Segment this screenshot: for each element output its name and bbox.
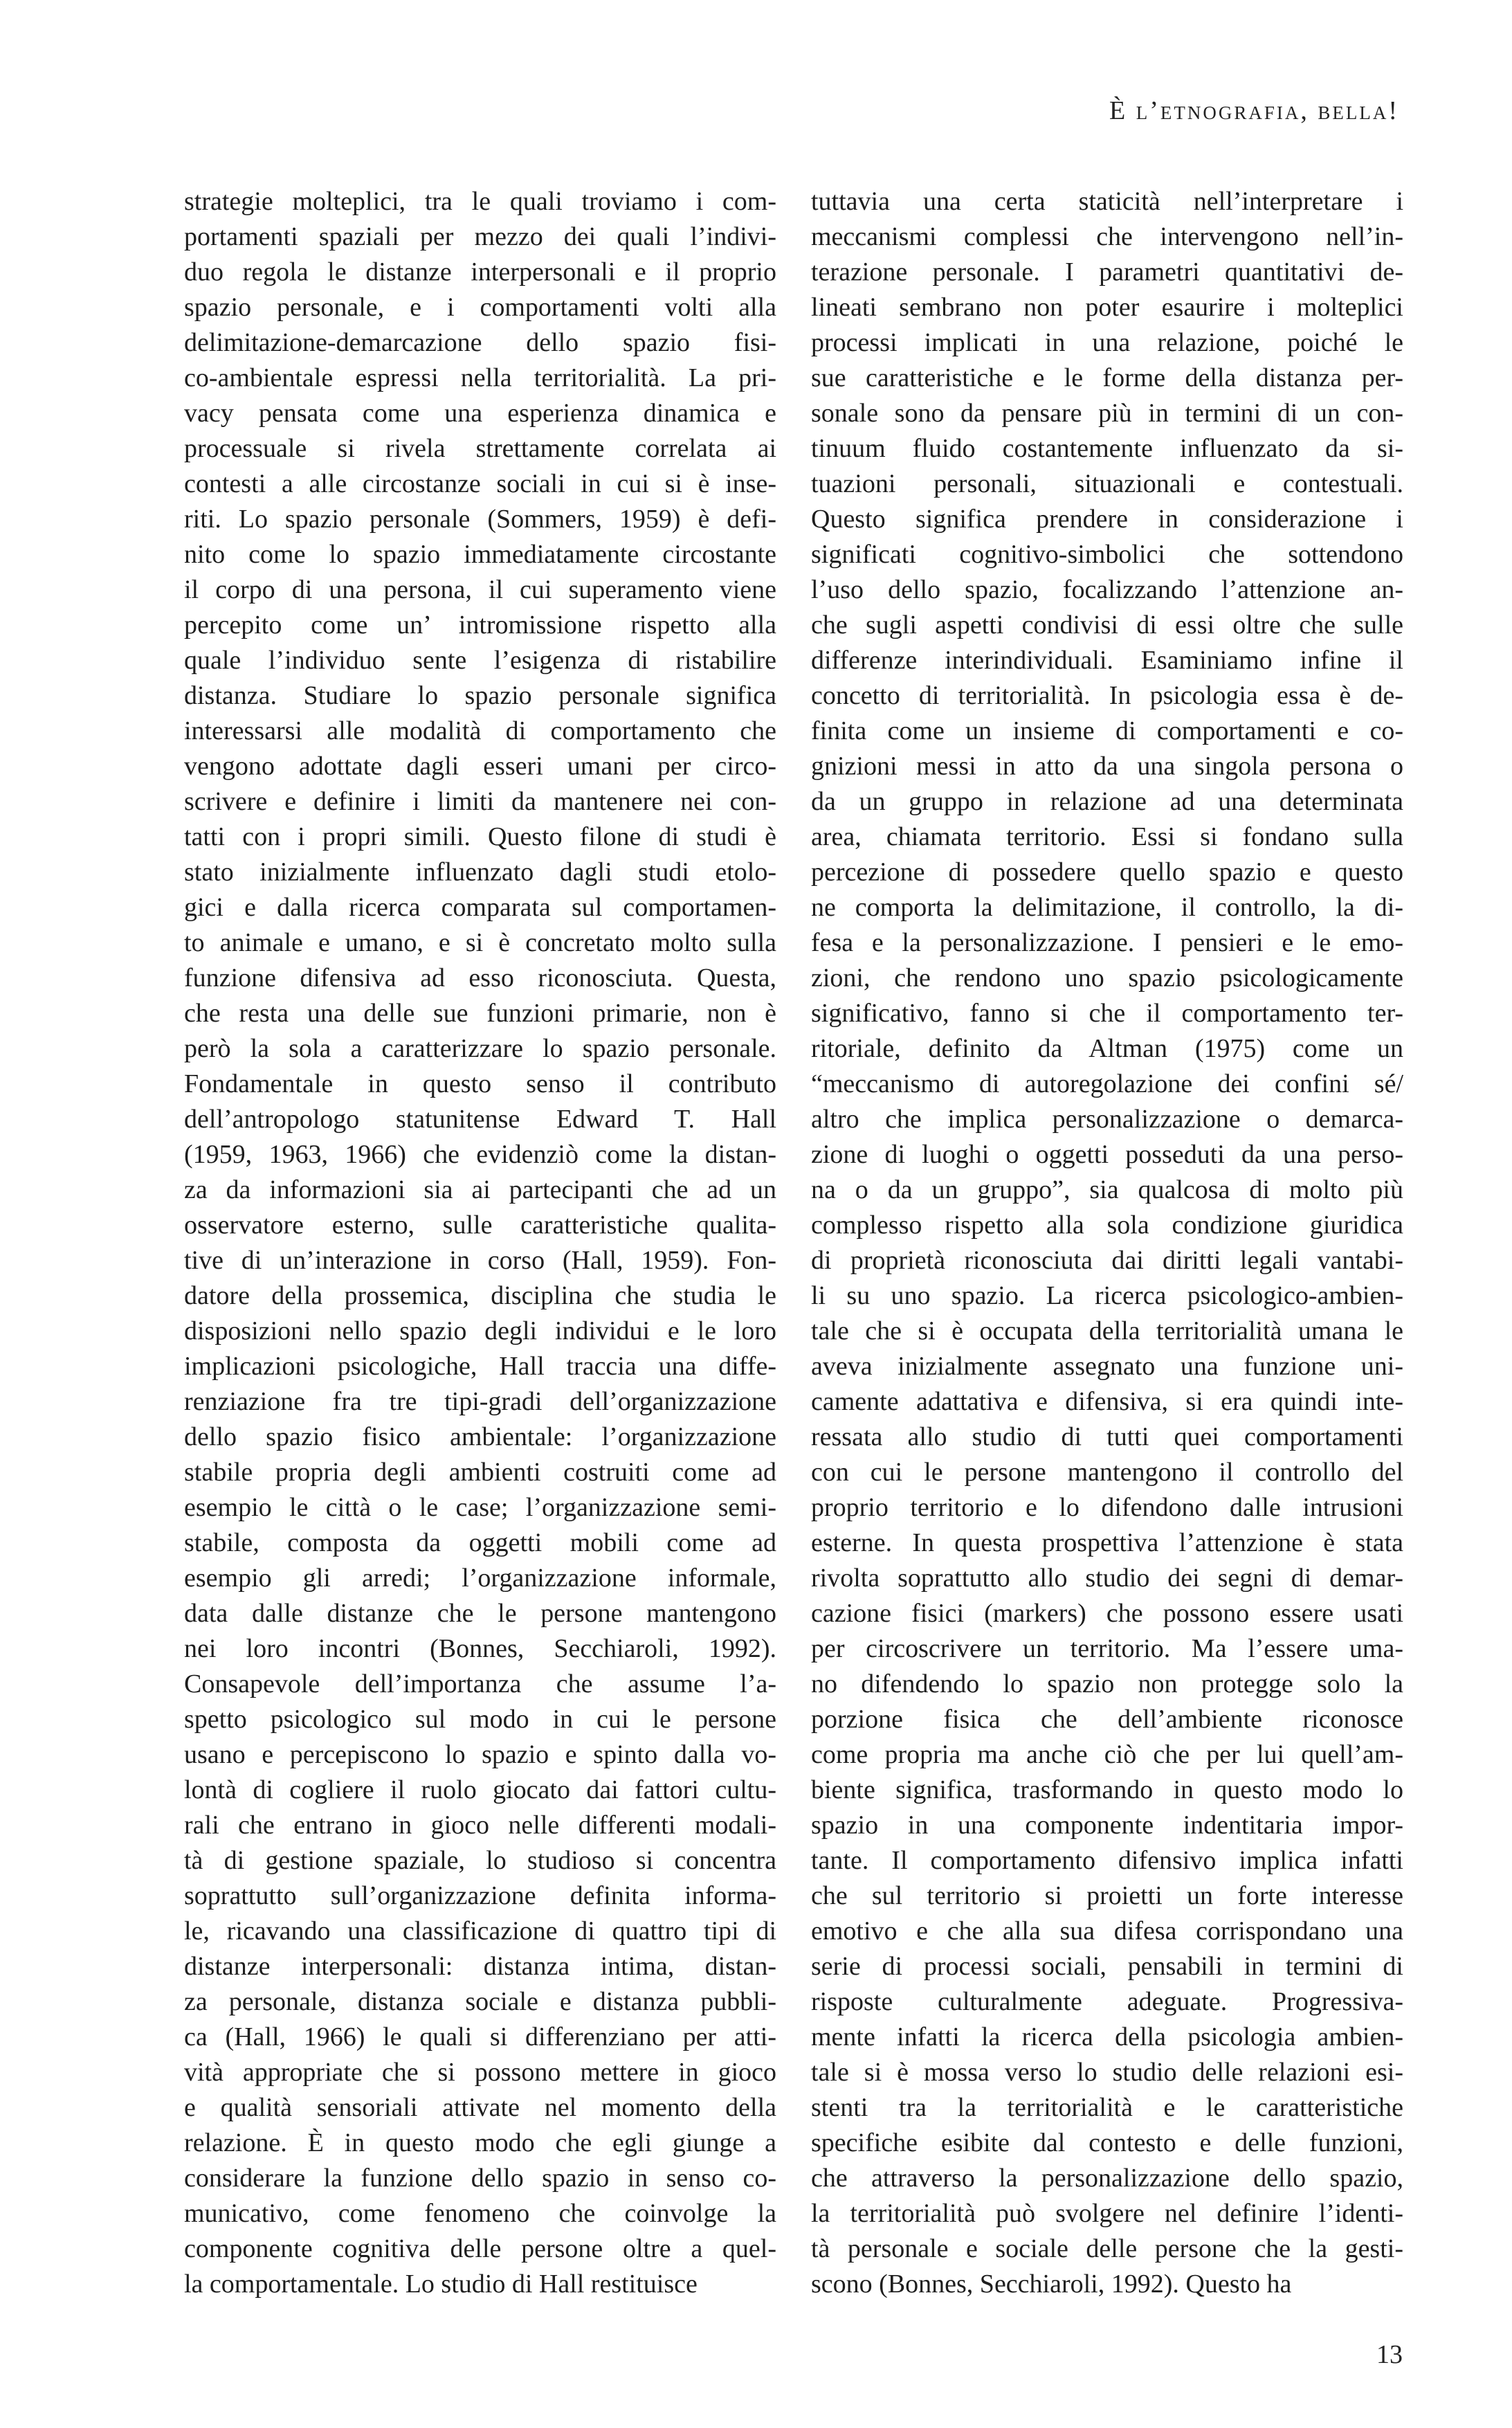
- text-line: camente adattativa e difensiva, si era quindi inte-: [811, 1387, 1403, 1416]
- text-line: esterne. In questa prospettiva l’attenzione è stata: [811, 1528, 1403, 1557]
- text-line: scrivere e definire i limiti da mantenere nei con-: [184, 787, 776, 816]
- running-head: È l’etnografia, bella!: [1109, 96, 1399, 125]
- text-line: la territorialità può svolgere nel definire l’identi-: [811, 2199, 1403, 2228]
- text-line: concetto di territorialità. In psicologia essa è de-: [811, 681, 1403, 710]
- text-line: Fondamentale in questo senso il contributo: [184, 1069, 776, 1098]
- text-line: quale l’individuo sente l’esigenza di ristabilire: [184, 646, 776, 675]
- text-line: soprattutto sull’organizzazione definita informa-: [184, 1881, 776, 1910]
- text-line: emotivo e che alla sua difesa corrispondano una: [811, 1917, 1403, 1946]
- text-line: vengono adottate dagli esseri umani per circo-: [184, 752, 776, 781]
- text-line: stabile, composta da oggetti mobili come ad: [184, 1528, 776, 1557]
- text-line: (1959, 1963, 1966) che evidenziò come la distan-: [184, 1140, 776, 1169]
- text-line: area, chiamata territorio. Essi si fondano sulla: [811, 822, 1403, 851]
- text-line: nei loro incontri (Bonnes, Secchiaroli, 1992).: [184, 1634, 776, 1663]
- text-line: sonale sono da pensare più in termini di un con-: [811, 399, 1403, 428]
- text-line: co-ambientale espressi nella territorialità. La pri-: [184, 363, 776, 392]
- text-line: vità appropriate che si possono mettere in gioco: [184, 2058, 776, 2087]
- text-line: componente cognitiva delle persone oltre a quel-: [184, 2234, 776, 2263]
- text-line: come propria ma anche ciò che per lui quell’am-: [811, 1740, 1403, 1769]
- text-line: spetto psicologico sul modo in cui le persone: [184, 1705, 776, 1734]
- text-line: contesti a alle circostanze sociali in cui si è inse-: [184, 469, 776, 498]
- text-line: portamenti spaziali per mezzo dei quali l’indivi-: [184, 222, 776, 251]
- text-line: considerare la funzione dello spazio in senso co-: [184, 2164, 776, 2193]
- text-line: il corpo di una persona, il cui superamento viene: [184, 575, 776, 604]
- text-line: datore della prossemica, disciplina che studia le: [184, 1281, 776, 1310]
- text-line: tatti con i propri simili. Questo filone di studi è: [184, 822, 776, 851]
- text-line: dell’antropologo statunitense Edward T. Hall: [184, 1105, 776, 1134]
- text-line: mente infatti la ricerca della psicologia ambien-: [811, 2022, 1403, 2051]
- page-number: 13: [1376, 2340, 1403, 2369]
- text-line: duo regola le distanze interpersonali e il proprio: [184, 257, 776, 287]
- text-line: e qualità sensoriali attivate nel momento della: [184, 2093, 776, 2122]
- text-line: significati cognitivo-simbolici che sottendono: [811, 540, 1403, 569]
- text-line: altro che implica personalizzazione o demarca-: [811, 1105, 1403, 1134]
- text-line: Questo significa prendere in considerazione i: [811, 505, 1403, 534]
- text-line: “meccanismo di autoregolazione dei confini sé/: [811, 1069, 1403, 1098]
- text-line: to animale e umano, e si è concretato molto sulla: [184, 928, 776, 957]
- text-line: ca (Hall, 1966) le quali si differenziano per atti-: [184, 2022, 776, 2051]
- text-line: osservatore esterno, sulle caratteristiche qualita-: [184, 1211, 776, 1240]
- text-line: relazione. È in questo modo che egli giunge a: [184, 2128, 776, 2157]
- text-line: rali che entrano in gioco nelle differenti modali-: [184, 1811, 776, 1840]
- text-line: gici e dalla ricerca comparata sul comportamen-: [184, 893, 776, 922]
- text-line: lineati sembrano non poter esaurire i molteplici: [811, 293, 1403, 322]
- text-line: za da informazioni sia ai partecipanti che ad un: [184, 1175, 776, 1204]
- text-line: proprio territorio e lo difendono dalle intrusioni: [811, 1493, 1403, 1522]
- text-line: stenti tra la territorialità e le caratteristiche: [811, 2093, 1403, 2122]
- text-line: distanza. Studiare lo spazio personale significa: [184, 681, 776, 710]
- text-line: percepito come un’ intromissione rispetto alla: [184, 610, 776, 640]
- text-line: percezione di possedere quello spazio e questo: [811, 858, 1403, 887]
- text-line: processi implicati in una relazione, poiché le: [811, 328, 1403, 357]
- text-line: differenze interindividuali. Esaminiamo infine il: [811, 646, 1403, 675]
- left-column: [184, 184, 776, 2302]
- text-line: tà personale e sociale delle persone che la gesti-: [811, 2234, 1403, 2263]
- text-line: spazio personale, e i comportamenti volti alla: [184, 293, 776, 322]
- text-line: municativo, come fenomeno che coinvolge la: [184, 2199, 776, 2228]
- text-line: porzione fisica che dell’ambiente riconosce: [811, 1705, 1403, 1734]
- text-line: tante. Il comportamento difensivo implica infatti: [811, 1846, 1403, 1875]
- text-line: stato inizialmente influenzato dagli studi etolo-: [184, 858, 776, 887]
- text-line: significativo, fanno si che il comportamento ter-: [811, 999, 1403, 1028]
- text-line: stabile propria degli ambienti costruiti come ad: [184, 1458, 776, 1487]
- text-line: strategie molteplici, tra le quali troviamo i com-: [184, 187, 776, 216]
- text-line: finita come un insieme di comportamenti e co-: [811, 716, 1403, 745]
- text-line: esempio le città o le case; l’organizzazione semi-: [184, 1493, 776, 1522]
- text-line: Consapevole dell’importanza che assume l’a-: [184, 1669, 776, 1698]
- text-line: zioni, che rendono uno spazio psicologicamente: [811, 963, 1403, 993]
- text-line: esempio gli arredi; l’organizzazione informale,: [184, 1564, 776, 1593]
- text-line: cazione fisici (markers) che possono essere usati: [811, 1599, 1403, 1628]
- text-line: tale si è mossa verso lo studio delle relazioni esi-: [811, 2058, 1403, 2087]
- text-line: ritoriale, definito da Altman (1975) come un: [811, 1034, 1403, 1063]
- text-line: ressata allo studio di tutti quei comportamenti: [811, 1422, 1403, 1451]
- text-line: gnizioni messi in atto da una singola persona o: [811, 752, 1403, 781]
- text-line: implicazioni psicologiche, Hall traccia una diffe-: [184, 1352, 776, 1381]
- text-line: tuazioni personali, situazionali e contestuali.: [811, 469, 1403, 498]
- text-line: che resta una delle sue funzioni primarie, non è: [184, 999, 776, 1028]
- text-line: na o da un gruppo”, sia qualcosa di molto più: [811, 1175, 1403, 1204]
- text-line: interessarsi alle modalità di comportamento che: [184, 716, 776, 745]
- text-line: spazio in una componente indentitaria impor-: [811, 1811, 1403, 1840]
- text-line: che attraverso la personalizzazione dello spazio,: [811, 2164, 1403, 2193]
- text-line: le, ricavando una classificazione di quattro tipi di: [184, 1917, 776, 1946]
- text-line: scono (Bonnes, Secchiaroli, 1992). Questo ha: [811, 2270, 1292, 2299]
- text-line: li su uno spazio. La ricerca psicologico-ambien-: [811, 1281, 1403, 1310]
- text-line: processuale si rivela strettamente correlata ai: [184, 434, 776, 463]
- text-line: ne comporta la delimitazione, il controllo, la di-: [811, 893, 1403, 922]
- text-line: fesa e la personalizzazione. I pensieri e le emo-: [811, 928, 1403, 957]
- text-line: riti. Lo spazio personale (Sommers, 1959) è defi-: [184, 505, 776, 534]
- text-line: vacy pensata come una esperienza dinamica e: [184, 399, 776, 428]
- text-line: l’uso dello spazio, focalizzando l’attenzione an-: [811, 575, 1403, 604]
- text-line: tale che si è occupata della territorialità umana le: [811, 1316, 1403, 1346]
- text-line: no difendendo lo spazio non protegge solo la: [811, 1669, 1403, 1698]
- right-column: [811, 184, 1403, 2302]
- text-line: funzione difensiva ad esso riconosciuta. Questa,: [184, 963, 776, 993]
- text-line: sue caratteristiche e le forme della distanza per-: [811, 363, 1403, 392]
- text-line: meccanismi complessi che intervengono nell’in-: [811, 222, 1403, 251]
- text-line: complesso rispetto alla sola condizione giuridica: [811, 1211, 1403, 1240]
- text-line: specifiche esibite dal contesto e delle funzioni,: [811, 2128, 1403, 2157]
- text-line: che sul territorio si proietti un forte interesse: [811, 1881, 1403, 1910]
- text-line: delimitazione-demarcazione dello spazio fisi-: [184, 328, 776, 357]
- text-line: data dalle distanze che le persone mantengono: [184, 1599, 776, 1628]
- text-line: disposizioni nello spazio degli individui e le loro: [184, 1316, 776, 1346]
- text-line: lontà di cogliere il ruolo giocato dai fattori cultu-: [184, 1775, 776, 1804]
- text-line: nito come lo spazio immediatamente circostante: [184, 540, 776, 569]
- text-line: tuttavia una certa staticità nell’interpretare i: [811, 187, 1403, 216]
- text-line: da un gruppo in relazione ad una determinata: [811, 787, 1403, 816]
- text-line: distanze interpersonali: distanza intima, distan-: [184, 1952, 776, 1981]
- text-line: terazione personale. I parametri quantitativi de-: [811, 257, 1403, 287]
- text-line: renziazione fra tre tipi-gradi dell’organizzazione: [184, 1387, 776, 1416]
- text-line: la comportamentale. Lo studio di Hall restituisce: [184, 2270, 698, 2299]
- text-line: usano e percepiscono lo spazio e spinto dalla vo-: [184, 1740, 776, 1769]
- text-line: però la sola a caratterizzare lo spazio personale.: [184, 1034, 776, 1063]
- text-line: che sugli aspetti condivisi di essi oltre che sulle: [811, 610, 1403, 640]
- text-line: per circoscrivere un territorio. Ma l’essere uma-: [811, 1634, 1403, 1663]
- text-line: aveva inizialmente assegnato una funzione uni-: [811, 1352, 1403, 1381]
- text-line: za personale, distanza sociale e distanza pubbli-: [184, 1987, 776, 2016]
- text-line: biente significa, trasformando in questo modo lo: [811, 1775, 1403, 1804]
- text-line: zione di luoghi o oggetti posseduti da una perso-: [811, 1140, 1403, 1169]
- text-line: risposte culturalmente adeguate. Progressiva-: [811, 1987, 1403, 2016]
- text-line: con cui le persone mantengono il controllo del: [811, 1458, 1403, 1487]
- text-line: tinuum fluido costantemente influenzato da si-: [811, 434, 1403, 463]
- text-line: serie di processi sociali, pensabili in termini di: [811, 1952, 1403, 1981]
- text-line: dello spazio fisico ambientale: l’organizzazione: [184, 1422, 776, 1451]
- text-line: tà di gestione spaziale, lo studioso si concentra: [184, 1846, 776, 1875]
- text-line: rivolta soprattutto allo studio dei segni di demar-: [811, 1564, 1403, 1593]
- text-line: di proprietà riconosciuta dai diritti legali vantabi-: [811, 1246, 1403, 1275]
- text-line: tive di un’interazione in corso (Hall, 1959). Fon-: [184, 1246, 776, 1275]
